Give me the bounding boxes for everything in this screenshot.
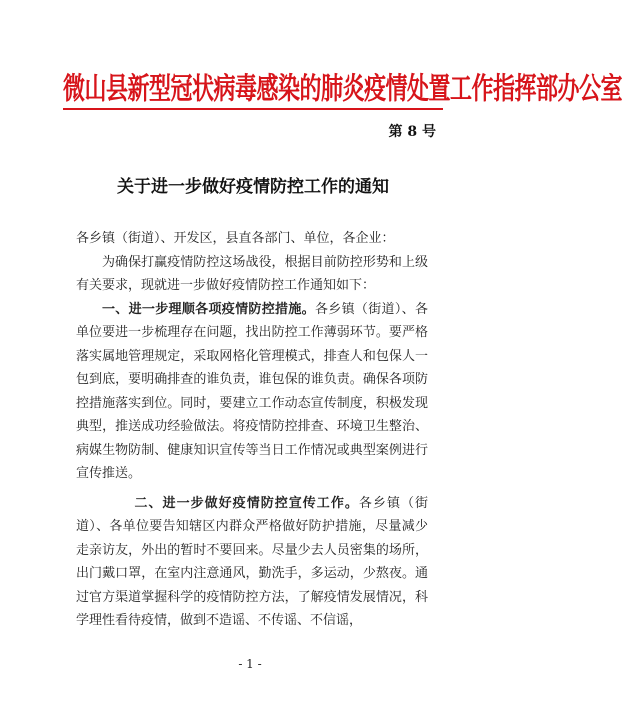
document-body [76,227,428,633]
section-1-text: 各乡镇（街道）、各单位要进一步梳理存在问题，找出防控工作薄弱环节。要严格落实属地管理规定，采取网格化管理模式，排查人和包保人一包到底，要明确排查的谁负责，谁包保的谁负责。确保各项防控措施落实到位。同时，要建立工作动态宣传制度，积极发现典型，推送成功经验做法。将疫情防控排查、环境卫生整治、病媒生物防制、健康知识宣传等当日工作情况或典型案例进行宣传推送。 [76,301,428,481]
document-number: 第 8 号 [388,124,436,140]
document-title: 关于进一步做好疫情防控工作的通知 [117,177,389,197]
section-2-heading: 二、进一步做好疫情防控宣传工作。 [134,495,359,511]
section-2-paragraph [76,492,428,633]
intro-paragraph: 为确保打赢疫情防控这场战役，根据目前防控形势和上级有关要求，现就进一步做好疫情防控工作通知如下： [76,254,428,293]
addressee-line: 各乡镇（街道）、开发区，县直各部门、单位，各企业： [76,231,395,246]
issuer-header: 微山县新型冠状病毒感染的肺炎疫情处置工作指挥部办公室 [63,71,622,107]
red-divider-line [63,108,443,110]
page-number: - 1 - [238,657,262,671]
section-1-paragraph [76,298,428,486]
section-1-heading: 一、进一步理顺各项疫情防控措施。 [102,301,315,317]
section-2-text: 各乡镇（街道）、各单位要告知辖区内群众严格做好防护措施，尽量减少走亲访友，外出的暂时不要回来。尽量少去人员密集的场所，出门戴口罩，在室内注意通风，勤洗手，多运动，少熬夜。通过官方渠道掌握科学的疫情防控方法，了解疫情发展情况，科学理性看待疫情，做到不造谣、不传谣、不信谣， [76,495,428,628]
